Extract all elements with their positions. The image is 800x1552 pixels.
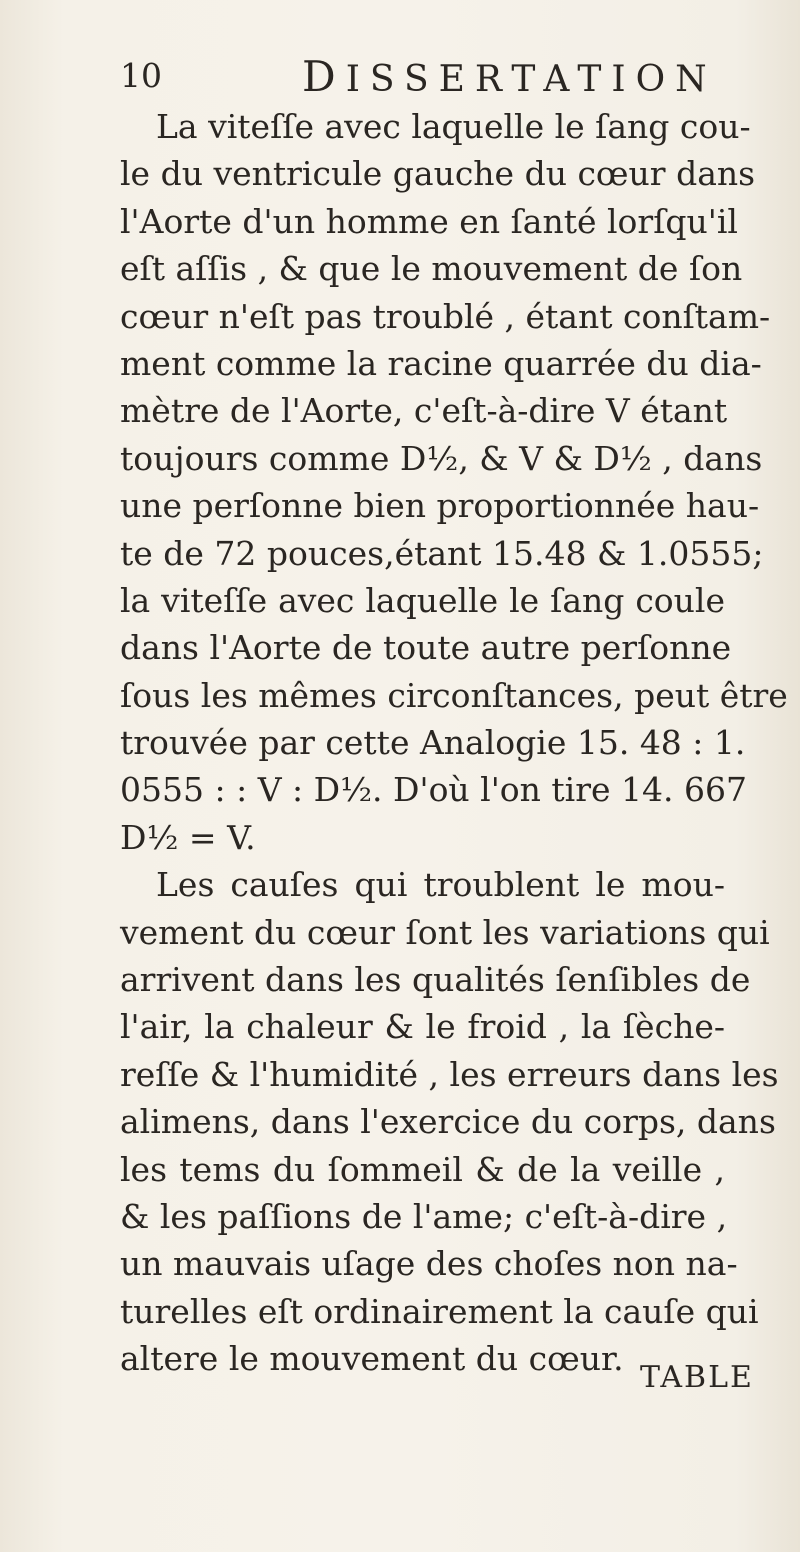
text-line: un mauvais uſage des choſes non na- (120, 1244, 738, 1284)
text-line: D½ = V. (120, 817, 256, 857)
text-line: dans l'Aorte de toute autre perſonne (120, 628, 732, 668)
text-line: cœur n'eſt pas troublé , étant conſtam- (120, 296, 771, 336)
text-line: les tems du ſommeil & de la veille , (120, 1149, 725, 1189)
text-line: arrivent dans les qualités ſenſibles de (120, 960, 751, 1000)
text-line: alimens, dans l'exercice du corps, dans (120, 1102, 776, 1142)
text-line: l'air, la chaleur & le froid , la ſèche- (120, 1007, 725, 1047)
text-line: altere le mouvement du cœur. (120, 1339, 624, 1379)
text-line: turelles eſt ordinairement la cauſe qui (120, 1291, 759, 1331)
text-line: vement du cœur ſont les variations qui (120, 912, 770, 952)
catchword: TABLE (640, 1360, 754, 1395)
text-line: toujours comme D½, & V & D½ , dans (120, 438, 763, 478)
text-line: l'Aorte d'un homme en ſanté lorſqu'il (120, 201, 738, 241)
text-line: mètre de l'Aorte, c'eſt-à-dire V étant (120, 391, 728, 431)
text-line: Les cauſes qui troublent le mou- (156, 865, 725, 905)
text-line: la viteſſe avec laquelle le ſang coule (120, 580, 725, 620)
text-line: eſt aſſis , & que le mouvement de ſon (120, 249, 743, 289)
page-header (120, 52, 720, 102)
text-line: reſſe & l'humidité , les erreurs dans les (120, 1054, 779, 1094)
running-title: DISSERTATION (302, 52, 717, 101)
page-number: 10 (120, 56, 162, 95)
text-line: La viteſſe avec laquelle le ſang cou- (156, 107, 751, 146)
text-line: & les paſſions de l'ame; c'eſt-à-dire , (120, 1196, 728, 1236)
text-line: ment comme la racine quarrée du dia- (120, 343, 762, 383)
text-line: te de 72 pouces,étant 15.48 & 1.0555; (120, 533, 764, 573)
text-line: trouvée par cette Analogie 15. 48 : 1. (120, 723, 746, 763)
text-line: ſous les mêmes circonſtances, peut être (120, 675, 788, 715)
text-line: 0555 : : V : D½. D'où l'on tire 14. 667 (120, 770, 747, 810)
text-line: le du ventricule gauche du cœur dans (120, 154, 756, 194)
text-line: une perſonne bien proportionnée hau- (120, 486, 760, 526)
